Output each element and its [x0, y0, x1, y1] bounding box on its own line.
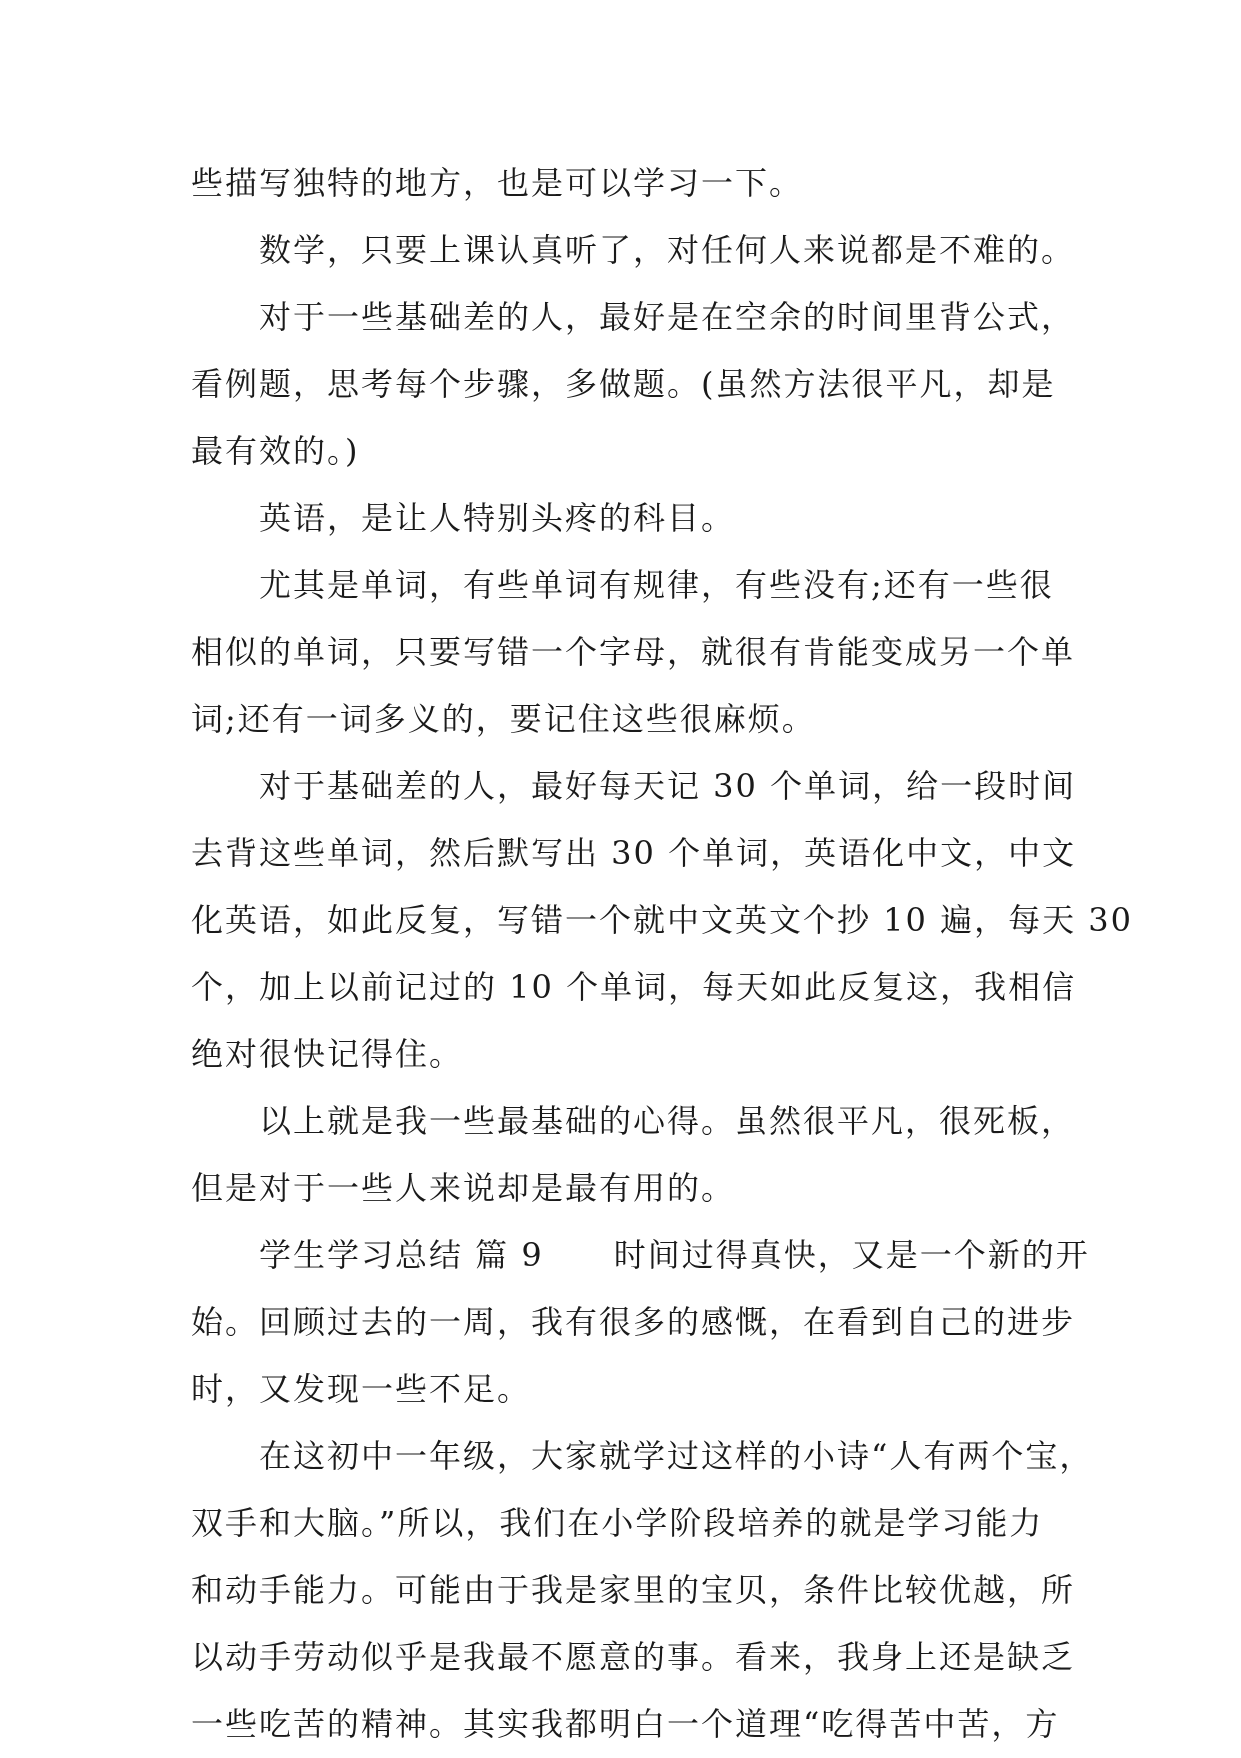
text-line: 绝对很快记得住。: [191, 1035, 464, 1073]
text-line: 和动手能力。可能由于我是家里的宝贝，条件比较优越，所: [191, 1571, 1076, 1609]
text-line: 化英语，如此反复，写错一个就中文英文个抄 10 遍，每天 30: [191, 901, 1133, 939]
text-line: 英语，是让人特别头疼的科目。: [259, 499, 736, 537]
text-line: 始。回顾过去的一周，我有很多的感慨，在看到自己的进步: [191, 1303, 1076, 1341]
text-line: 在这初中一年级，大家就学过这样的小诗“人有两个宝，: [259, 1437, 1094, 1475]
section-first-text: 时间过得真快，又是一个新的开: [613, 1236, 1090, 1274]
text-line: 对于基础差的人，最好每天记 30 个单词，给一段时间: [259, 767, 1077, 805]
text-line: 双手和大脑。”所以，我们在小学阶段培养的就是学习能力: [191, 1504, 1044, 1542]
text-line: 对于一些基础差的人，最好是在空余的时间里背公式，: [259, 298, 1076, 336]
text-line: 最有效的。): [191, 432, 360, 470]
text-line: 一些吃苦的精神。其实我都明白一个道理“吃得苦中苦，方: [191, 1705, 1060, 1743]
section-heading: 学生学习总结 篇 9: [259, 1236, 544, 1274]
text-line: 但是对于一些人来说却是最有用的。: [191, 1169, 736, 1207]
text-line: 个，加上以前记过的 10 个单词，每天如此反复这，我相信: [191, 968, 1077, 1006]
document-body-part-1: [191, 150, 1133, 1222]
text-line: 以上就是我一些最基础的心得。虽然很平凡，很死板，: [259, 1102, 1076, 1140]
text-line: 时，又发现一些不足。: [191, 1370, 532, 1408]
text-line: 以动手劳动似乎是我最不愿意的事。看来，我身上还是缺乏: [191, 1638, 1076, 1676]
text-line: 去背这些单词，然后默写出 30 个单词，英语化中文，中文: [191, 834, 1077, 872]
text-line: 词;还有一词多义的，要记住这些很麻烦。: [191, 700, 816, 738]
text-line: 尤其是单词，有些单词有规律，有些没有;还有一些很: [259, 566, 1054, 604]
section-heading-line: [191, 1222, 1090, 1289]
document-body-part-2: [191, 1289, 1094, 1758]
document-page: [191, 150, 1133, 1758]
text-line: 相似的单词，只要写错一个字母，就很有肯能变成另一个单: [191, 633, 1076, 671]
text-line: 看例题，思考每个步骤，多做题。(虽然方法很平凡，却是: [191, 365, 1056, 403]
text-line: 些描写独特的地方，也是可以学习一下。: [191, 164, 804, 202]
text-line: 数学，只要上课认真听了，对任何人来说都是不难的。: [259, 231, 1076, 269]
